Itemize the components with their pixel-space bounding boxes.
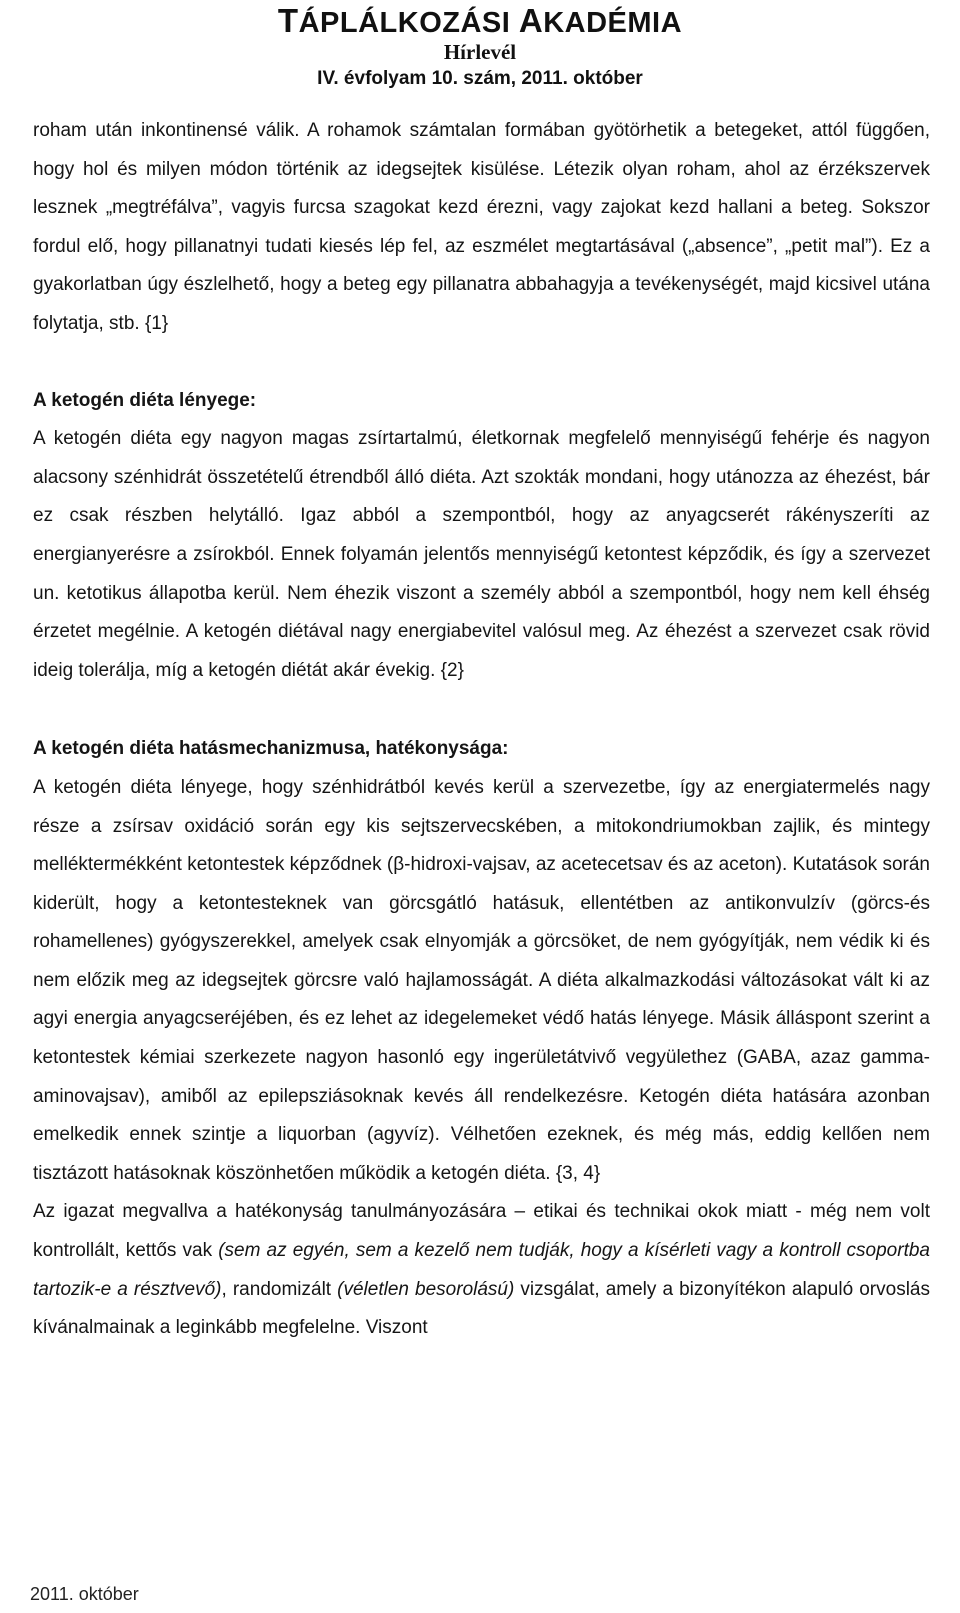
paragraph-seizures: roham után inkontinensé válik. A rohamok számtalan formában gyötörhetik a betegeket, attól függően, hogy hol és milyen módon történik az idegsejtek kisülése. Létezik olyan roham, ahol az érzékszervek lesznek „megtréfálva”, vagyis furcsa szagokat kezd érezni, vagy zajokat kezd hallani a beteg. Sokszor fordul elő, hogy pillanatnyi tudati kiesés lép fel, az eszmélet megtartásával („absence”, „petit mal”). Ez a gyakorlatban úgy észlelhető, hogy a beteg egy pillanatra abbahagyja a tevékenységét, majd kicsivel utána folytatja, stb. {1} [33,120,930,334]
footer-date: 2011. október [30,1584,139,1604]
article-body [33,112,930,1348]
paragraph-essence: A ketogén diéta egy nagyon magas zsírtartalmú, életkornak megfelelő mennyiségű fehérje és nagyon alacsony szénhidrát összetételű étrendből álló diéta. Azt szokták mondani, hogy utánozza az éhezést, bár ez csak részben helytálló. Igaz abból a szempontból, hogy az anyagcserét rákényszeríti az energianyerésre a zsírokból. Ennek folyamán jelentős mennyiségű ketontest képződik, és így a szervezet un. ketotikus állapotba kerül. Nem éhezik viszont a személy abból a szempontból, hogy nem kell éhség érzetet megélnie. A ketogén diétával nagy energiabevitel valósul meg. Az éhezést a szervezet csak rövid ideig tolerálja, míg a ketogén diétát akár évekig. {2} [33,428,930,681]
spacer [33,344,930,382]
newsletter-subtitle: Hírlevél [443,40,517,64]
paragraph-efficacy: Az igazat megvallva a hatékonyság tanulmányozására – etikai és technikai okok miatt - még nem volt kontrollált, kettős vak (sem az egyén, sem a kezelő nem tudják, hogy a kísérleti vagy a kontroll csoportba tartozik-e a résztvevő), randomizált (véletlen besorolású) vizsgálat, amely a bizonyítékon alapuló orvoslás kívánalmainak a leginkább megfelelne. Viszont [33,1201,930,1339]
issue-line: IV. évfolyam 10. szám, 2011. október [317,68,643,89]
heading-essence: A ketogén diéta lényege: [33,389,257,411]
heading-mechanism: A ketogén diéta hatásmechanizmusa, hatékonysága: [33,738,509,760]
newsletter-title: TÁPLÁLKOZÁSI AKADÉMIA [277,2,683,39]
spacer [33,690,930,730]
paragraph-mechanism: A ketogén diéta lényege, hogy szénhidrátból kevés kerül a szervezetbe, így az energiatermelés nagy része a zsírsav oxidáció során egy kis sejtszervecskében, a mitokondriumokban zajlik, és mintegy melléktermékként ketontestek képződnek (β-hidroxi-vajsav, az acetecetsav és az aceton). Kutatások során kiderült, hogy a ketontesteknek van görcsgátló hatásuk, ellentétben az antikonvulzív (görcs-és rohamellenes) gyógyszerekkel, amelyek csak elnyomják a görcsöket, de nem gyógyítják, nem védik ki és nem előzik meg az idegsejtek görcsre való hajlamosságát. A diéta alkalmazkodási változásokat vált ki az agyi energia anyagcseréjében, és ez lehet az idegelemeket védő hatás lényege. Másik álláspont szerint a ketontestek kémiai szerkezete nagyon hasonló egy ingerületátvivő vegyülethez (GABA, azaz gamma-aminovajsav), amiből az epilepsziásoknak kevés áll rendelkezésre. Ketogén diéta hatására azonban emelkedik ennek szintje a liquorban (agyvíz). Vélhetően ezeknek, és még más, eddig kellően nem tisztázott hatásoknak köszönhetően működik a ketogén diéta. {3, 4} [33,776,930,1184]
